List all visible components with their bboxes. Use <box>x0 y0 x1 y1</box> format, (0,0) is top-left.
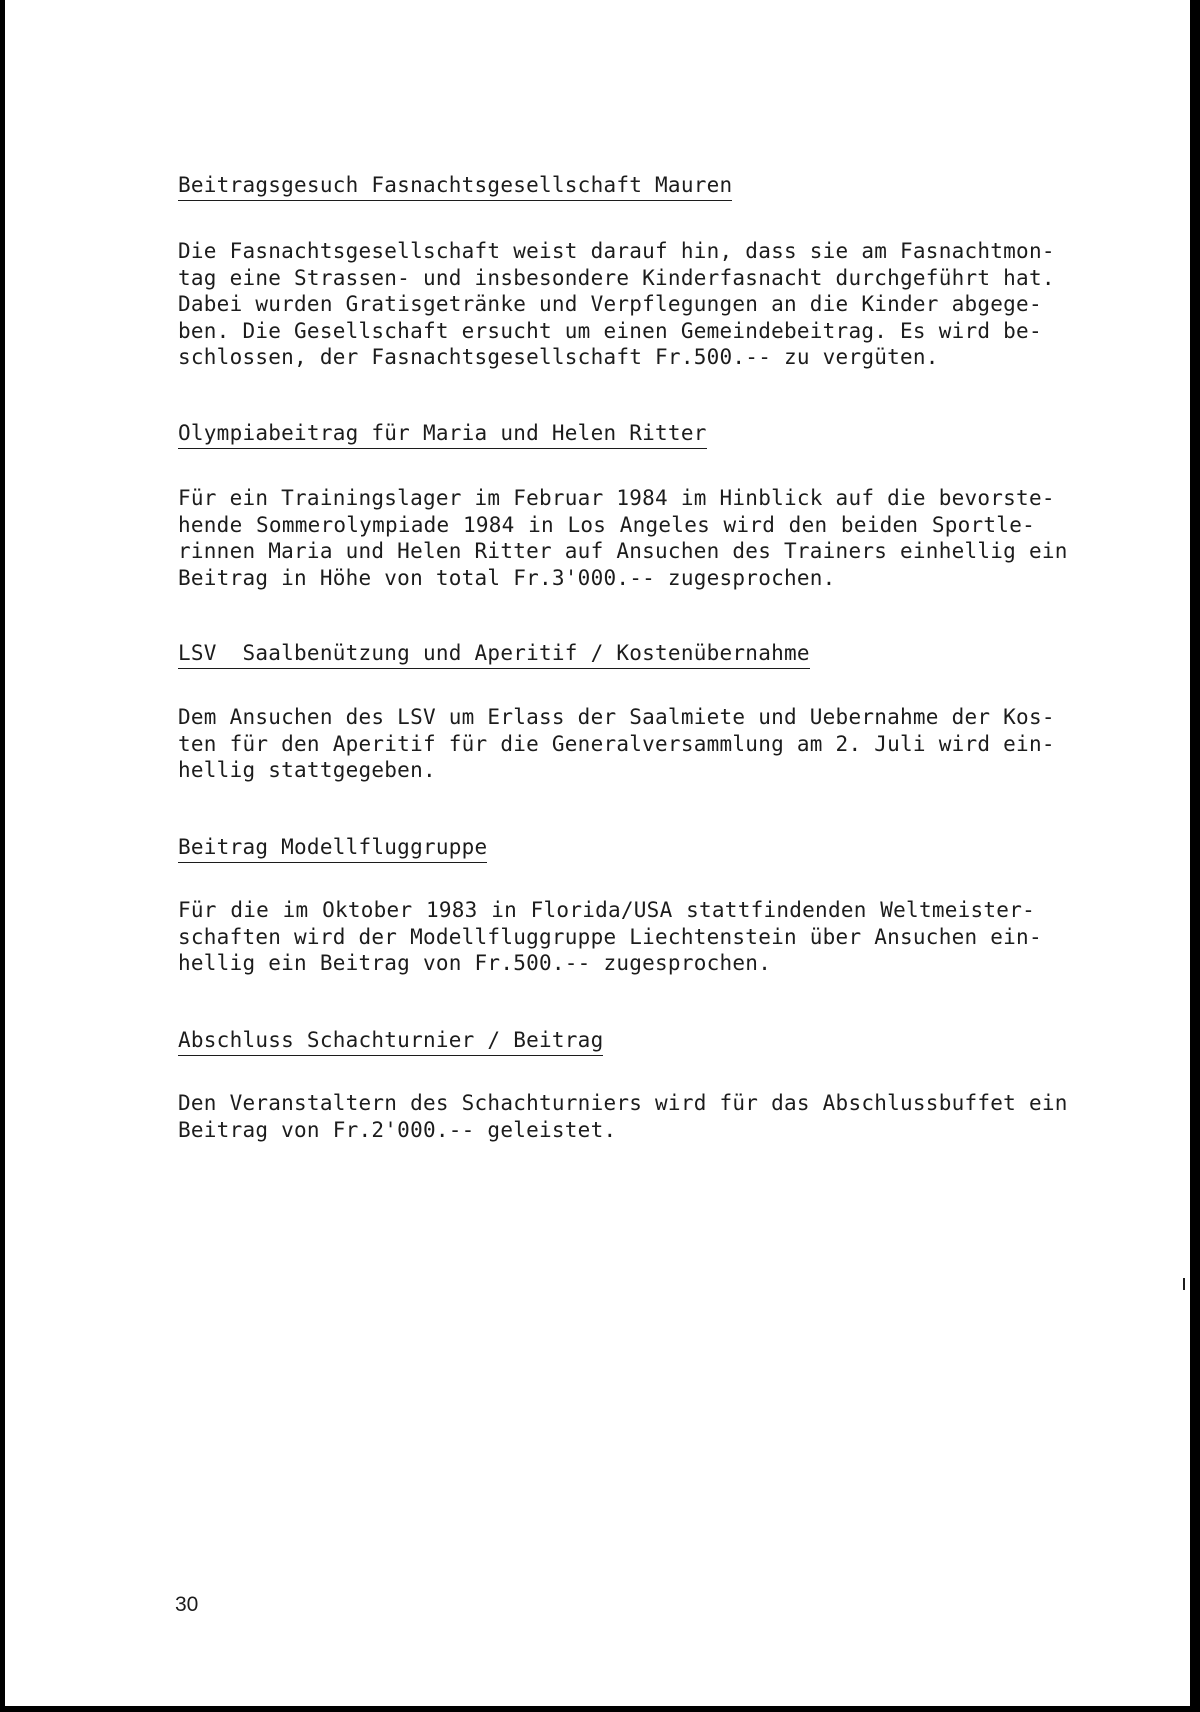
text-line: Für ein Trainingslager im Februar 1984 im Hinblick auf die bevorste- <box>178 486 1055 510</box>
text-line: Für die im Oktober 1983 in Florida/USA stattfindenden Weltmeister- <box>178 898 1035 922</box>
text-line: hellig ein Beitrag von Fr.500.-- zugesprochen. <box>178 951 772 976</box>
section-schach <box>178 1027 1035 1056</box>
section-fasnacht <box>178 172 1035 201</box>
section-heading: Beitrag Modellfluggruppe <box>178 834 487 863</box>
text-line: ben. Die Gesellschaft ersucht um einen Gemeindebeitrag. Es wird be- <box>178 318 1042 343</box>
page-number: 30 <box>175 1593 199 1616</box>
text-line: Die Fasnachtsgesellschaft weist darauf hin, dass sie am Fasnachtmon- <box>178 239 1055 263</box>
section-heading: LSV Saalbenützung und Aperitif / Kostenübernahme <box>178 640 810 669</box>
section-olympia <box>178 420 1035 449</box>
section-paragraph <box>178 704 1055 784</box>
text-line: Beitrag von Fr.2'000.-- geleistet. <box>178 1117 617 1142</box>
document-page <box>5 0 1190 1706</box>
text-line: hende Sommerolympiade 1984 in Los Angeles wird den beiden Sportle- <box>178 512 1035 537</box>
section-paragraph <box>178 485 1068 591</box>
scan-edge-mark <box>1183 1278 1185 1290</box>
text-line: schaften wird der Modellfluggruppe Liechtenstein über Ansuchen ein- <box>178 924 1042 949</box>
section-heading: Olympiabeitrag für Maria und Helen Ritter <box>178 420 707 449</box>
section-lsv <box>178 640 1035 669</box>
text-line: schlossen, der Fasnachtsgesellschaft Fr.500.-- zu vergüten. <box>178 345 939 370</box>
text-line: Den Veranstaltern des Schachturniers wird für das Abschlussbuffet ein <box>178 1091 1068 1115</box>
text-line: ten für den Aperitif für die Generalversammlung am 2. Juli wird ein- <box>178 731 1055 756</box>
text-line: Dabei wurden Gratisgetränke und Verpflegungen an die Kinder abgege- <box>178 292 1042 317</box>
section-paragraph <box>178 1090 1068 1143</box>
section-paragraph <box>178 897 1042 977</box>
section-heading: Abschluss Schachturnier / Beitrag <box>178 1027 603 1056</box>
text-line: tag eine Strassen- und insbesondere Kinderfasnacht durchgeführt hat. <box>178 265 1055 290</box>
section-heading: Beitragsgesuch Fasnachtsgesellschaft Mauren <box>178 172 732 201</box>
text-line: rinnen Maria und Helen Ritter auf Ansuchen des Trainers einhellig ein <box>178 539 1068 564</box>
section-modellflug <box>178 834 1035 863</box>
text-line: Dem Ansuchen des LSV um Erlass der Saalmiete und Uebernahme der Kos- <box>178 705 1055 729</box>
text-line: hellig stattgegeben. <box>178 758 436 783</box>
section-paragraph <box>178 238 1055 371</box>
text-line: Beitrag in Höhe von total Fr.3'000.-- zugesprochen. <box>178 565 836 590</box>
